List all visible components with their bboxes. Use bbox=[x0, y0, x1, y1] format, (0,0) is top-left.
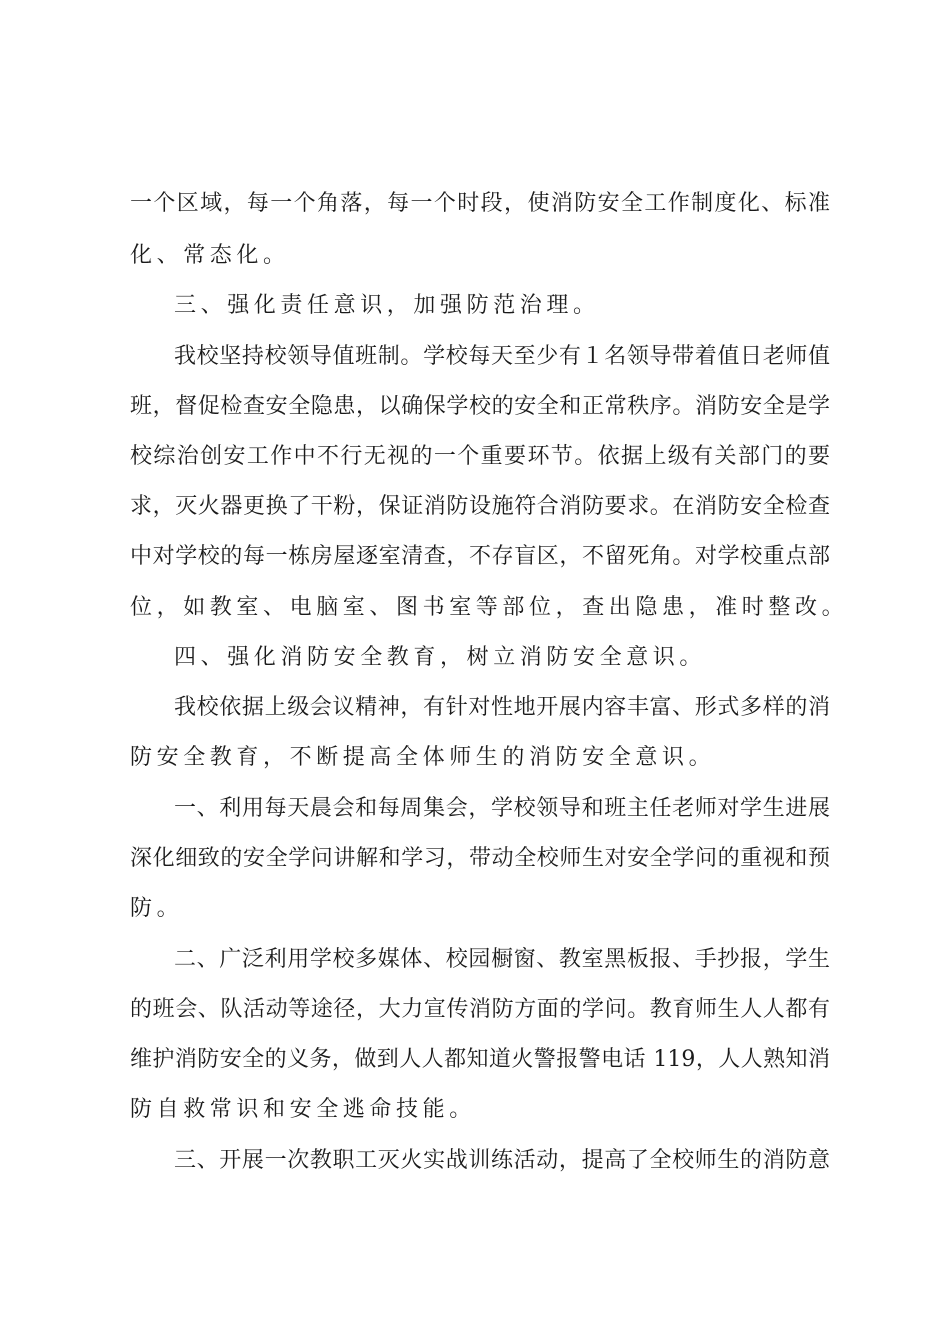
text-line: 防自救常识和安全逃命技能。 bbox=[130, 1097, 476, 1122]
text-line: 我校坚持校领导值班制。学校每天至少有１名领导带着值日老师值 bbox=[174, 344, 830, 369]
text-line: 的班会、队活动等途径，大力宣传消防方面的学问。教育师生人人都有 bbox=[130, 997, 830, 1022]
text-line: 防。 bbox=[130, 896, 184, 921]
text-line: 位，如教室、电脑室、图书室等部位，查出隐患，准时整改。 bbox=[130, 595, 849, 620]
text-line: 维护消防安全的义务，做到人人都知道火警报警电话 119，人人熟知消 bbox=[130, 1047, 830, 1072]
text-line: 三、开展一次教职工灭火实战训练活动，提高了全校师生的消防意 bbox=[174, 1148, 830, 1173]
text-line: 一、利用每天晨会和每周集会，学校领导和班主任老师对学生进展 bbox=[174, 796, 830, 821]
text-line: 求，灭火器更换了干粉，保证消防设施符合消防要求。在消防安全检查 bbox=[130, 494, 830, 519]
text-line: 校综治创安工作中不行无视的一个重要环节。依据上级有关部门的要 bbox=[130, 444, 830, 469]
text-line: 深化细致的安全学问讲解和学习，带动全校师生对安全学问的重视和预 bbox=[130, 846, 830, 871]
text-line: 班，督促检查安全隐患，以确保学校的安全和正常秩序。消防安全是学 bbox=[130, 394, 830, 419]
text-line: 化、常态化。 bbox=[130, 243, 290, 268]
text-line: 二、广泛利用学校多媒体、校园橱窗、教室黑板报、手抄报，学生 bbox=[174, 947, 830, 972]
section-heading: 四、强化消防安全教育，树立消防安全意识。 bbox=[174, 645, 707, 670]
text-line: 我校依据上级会议精神，有针对性地开展内容丰富、形式多样的消 bbox=[174, 695, 830, 720]
text-line: 中对学校的每一栋房屋逐室清查，不存盲区，不留死角。对学校重点部 bbox=[130, 544, 830, 569]
text-line: 防安全教育，不断提高全体师生的消防安全意识。 bbox=[130, 745, 716, 770]
section-heading: 三、强化责任意识，加强防范治理。 bbox=[174, 293, 600, 318]
text-line: 一个区域，每一个角落，每一个时段，使消防安全工作制度化、标准 bbox=[130, 191, 830, 216]
